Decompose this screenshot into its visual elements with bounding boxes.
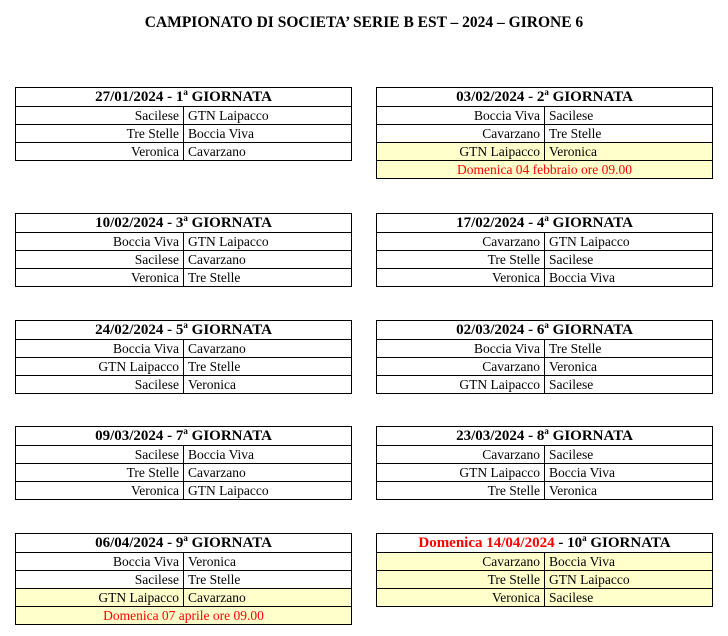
round-header: 24/02/2024 - 5$^a$ GIORNATA — [16, 321, 352, 340]
match-row-highlighted — [16, 589, 352, 607]
schedule-note: Domenica 04 febbraio ore 09.00 — [377, 161, 713, 179]
home-team: Sacilese — [16, 376, 184, 394]
match-row — [377, 358, 713, 376]
round-header: 09/03/2024 - 7$^a$ GIORNATA — [16, 427, 352, 446]
match-row — [377, 376, 713, 394]
away-team: Veronica — [184, 553, 352, 571]
away-team: Tre Stelle — [184, 358, 352, 376]
match-row — [16, 464, 352, 482]
away-team: Cavarzano — [184, 251, 352, 269]
round-4-table — [376, 213, 713, 287]
match-row — [16, 376, 352, 394]
match-row — [377, 125, 713, 143]
match-row — [16, 143, 352, 161]
home-team: GTN Laipacco — [377, 464, 545, 482]
round-header: 02/03/2024 - 6$^a$ GIORNATA — [377, 321, 713, 340]
round-date-highlight: Domenica 14/04/2024 — [418, 535, 555, 551]
match-row — [377, 464, 713, 482]
away-team: Boccia Viva — [545, 553, 713, 571]
home-team: GTN Laipacco — [377, 143, 545, 161]
away-team: Sacilese — [545, 376, 713, 394]
match-row — [377, 107, 713, 125]
home-team: Tre Stelle — [16, 464, 184, 482]
match-row — [377, 446, 713, 464]
away-team: Sacilese — [545, 107, 713, 125]
home-team: Sacilese — [16, 107, 184, 125]
home-team: Veronica — [377, 589, 545, 607]
away-team: Cavarzano — [184, 464, 352, 482]
home-team: Cavarzano — [377, 233, 545, 251]
match-row — [16, 251, 352, 269]
match-row — [377, 251, 713, 269]
away-team: Sacilese — [545, 589, 713, 607]
away-team: GTN Laipacco — [545, 571, 713, 589]
match-row-highlighted — [377, 589, 713, 607]
match-row — [16, 358, 352, 376]
away-team: Cavarzano — [184, 143, 352, 161]
home-team: Tre Stelle — [16, 125, 184, 143]
away-team: Boccia Viva — [545, 269, 713, 287]
round-3-table — [15, 213, 352, 287]
home-team: Cavarzano — [377, 358, 545, 376]
away-team: Cavarzano — [184, 340, 352, 358]
match-row — [16, 340, 352, 358]
round-9-table — [15, 533, 352, 625]
home-team: Veronica — [16, 482, 184, 500]
home-team: Tre Stelle — [377, 482, 545, 500]
match-row — [16, 125, 352, 143]
round-10-table — [376, 533, 713, 607]
away-team: Boccia Viva — [184, 125, 352, 143]
round-8-table — [376, 426, 713, 500]
round-header: 17/02/2024 - 4$^a$ GIORNATA — [377, 214, 713, 233]
away-team: Veronica — [184, 376, 352, 394]
away-team: GTN Laipacco — [184, 107, 352, 125]
match-row — [16, 107, 352, 125]
round-7-table — [15, 426, 352, 500]
match-row-highlighted — [377, 571, 713, 589]
away-team: Veronica — [545, 358, 713, 376]
home-team: Cavarzano — [377, 553, 545, 571]
round-2-table — [376, 87, 713, 179]
home-team: GTN Laipacco — [377, 376, 545, 394]
match-row — [16, 571, 352, 589]
away-team: Boccia Viva — [545, 464, 713, 482]
home-team: Sacilese — [16, 251, 184, 269]
away-team: Cavarzano — [184, 589, 352, 607]
home-team: Boccia Viva — [377, 340, 545, 358]
away-team: Veronica — [545, 482, 713, 500]
home-team: Veronica — [16, 143, 184, 161]
match-row — [16, 233, 352, 251]
round-5-table — [15, 320, 352, 394]
round-header: 10/02/2024 - 3$^a$ GIORNATA — [16, 214, 352, 233]
page-title: CAMPIONATO DI SOCIETA’ SERIE B EST – 2024 – GIRONE 6 — [144, 14, 584, 31]
round-header: Domenica 14/04/2024 - 10$^a$ GIORNATA — [377, 534, 713, 553]
away-team: Sacilese — [545, 251, 713, 269]
home-team: Sacilese — [16, 446, 184, 464]
away-team: Veronica — [545, 143, 713, 161]
round-header: 06/04/2024 - 9$^a$ GIORNATA — [16, 534, 352, 553]
match-row — [377, 269, 713, 287]
round-header: 27/01/2024 - 1$^a$ GIORNATA — [16, 88, 352, 107]
match-row-highlighted — [377, 553, 713, 571]
home-team: Boccia Viva — [16, 233, 184, 251]
home-team: Sacilese — [16, 571, 184, 589]
home-team: Veronica — [377, 269, 545, 287]
round-6-table — [376, 320, 713, 394]
away-team: Sacilese — [545, 446, 713, 464]
home-team: Cavarzano — [377, 446, 545, 464]
away-team: Tre Stelle — [184, 269, 352, 287]
match-row — [377, 482, 713, 500]
away-team: Boccia Viva — [184, 446, 352, 464]
match-row — [16, 553, 352, 571]
home-team: Boccia Viva — [16, 340, 184, 358]
away-team: GTN Laipacco — [184, 482, 352, 500]
round-header: 23/03/2024 - 8$^a$ GIORNATA — [377, 427, 713, 446]
home-team: Cavarzano — [377, 125, 545, 143]
round-1-table — [15, 87, 352, 161]
home-team: Boccia Viva — [377, 107, 545, 125]
schedule-note: Domenica 07 aprile ore 09.00 — [16, 607, 352, 625]
match-row-highlighted — [377, 143, 713, 161]
home-team: Tre Stelle — [377, 251, 545, 269]
away-team: GTN Laipacco — [184, 233, 352, 251]
away-team: Tre Stelle — [545, 125, 713, 143]
away-team: Tre Stelle — [184, 571, 352, 589]
round-header: 03/02/2024 - 2$^a$ GIORNATA — [377, 88, 713, 107]
away-team: Tre Stelle — [545, 340, 713, 358]
match-row — [377, 233, 713, 251]
home-team: Tre Stelle — [377, 571, 545, 589]
match-row — [16, 269, 352, 287]
match-row — [16, 482, 352, 500]
home-team: GTN Laipacco — [16, 589, 184, 607]
home-team: Boccia Viva — [16, 553, 184, 571]
match-row — [16, 446, 352, 464]
match-row — [377, 340, 713, 358]
away-team: GTN Laipacco — [545, 233, 713, 251]
home-team: Veronica — [16, 269, 184, 287]
home-team: GTN Laipacco — [16, 358, 184, 376]
